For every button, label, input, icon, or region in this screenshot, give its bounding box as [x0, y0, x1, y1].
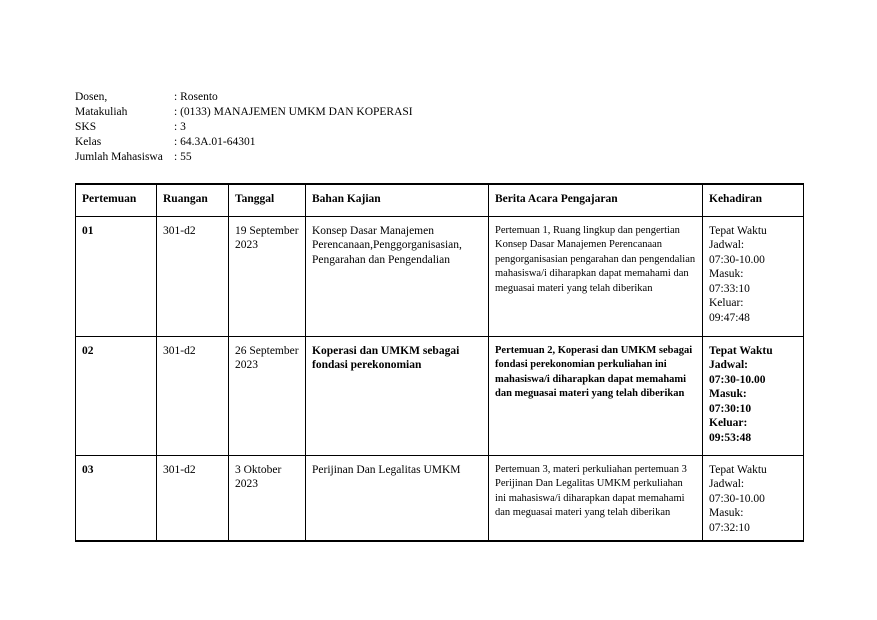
kehadiran-keluar-label: Keluar:	[709, 417, 748, 429]
kehadiran-jadwal-label: Jadwal:	[709, 239, 745, 251]
cell-pertemuan: 01	[76, 216, 157, 336]
table-row	[76, 336, 804, 455]
info-row-dosen	[75, 90, 413, 105]
kehadiran-masuk-label: Masuk:	[709, 388, 747, 400]
cell-kehadiran	[703, 455, 804, 541]
course-info	[75, 90, 413, 165]
cell-ruangan: 301-d2	[157, 216, 229, 336]
cell-berita-acara: Pertemuan 2, Koperasi dan UMKM sebagai fondasi perekonomian perkuliahan ini mahasiswa/i diharapkan dapat memahami dan meguasai materi yang telah diberikan	[489, 336, 703, 455]
cell-tanggal: 26 September 2023	[229, 336, 306, 455]
kehadiran-keluar-label: Keluar:	[709, 297, 744, 309]
header-tanggal: Tanggal	[229, 184, 306, 216]
info-value-sks: : 3	[174, 121, 186, 133]
info-label-sks: SKS	[75, 121, 97, 133]
kehadiran-keluar-value: 09:47:48	[709, 311, 750, 324]
info-label-matakuliah: Matakuliah	[75, 106, 128, 118]
cell-ruangan: 301-d2	[157, 455, 229, 541]
info-value-jumlah: : 55	[174, 151, 192, 163]
info-label-dosen: Dosen,	[75, 91, 108, 103]
kehadiran-jadwal-label: Jadwal:	[709, 359, 748, 371]
cell-berita-acara: Pertemuan 3, materi perkuliahan pertemuan 3 Perijinan Dan Legalitas UMKM perkuliahan ini mahasiswa/i diharapkan dapat memahami dan meguasai materi yang telah diberikan	[489, 455, 703, 541]
info-row-jumlah	[75, 150, 413, 165]
info-row-kelas	[75, 135, 413, 150]
cell-bahan-kajian: Konsep Dasar Manajemen Perencanaan,Penggorganisasian, Pengarahan dan Pengendalian	[306, 216, 489, 336]
info-row-matakuliah	[75, 105, 413, 120]
info-label-jumlah: Jumlah Mahasiswa	[75, 151, 163, 163]
cell-kehadiran	[703, 336, 804, 455]
cell-bahan-kajian: Perijinan Dan Legalitas UMKM	[306, 455, 489, 541]
kehadiran-jadwal-value: 07:30-10.00	[709, 373, 766, 386]
header-pertemuan: Pertemuan	[76, 184, 157, 216]
info-label-kelas: Kelas	[75, 136, 102, 148]
info-row-sks	[75, 120, 413, 135]
table-row	[76, 455, 804, 541]
table-row	[76, 216, 804, 336]
header-bahan-kajian: Bahan Kajian	[306, 184, 489, 216]
header-kehadiran: Kehadiran	[703, 184, 804, 216]
kehadiran-status: Tepat Waktu	[709, 344, 773, 357]
info-value-dosen: : Rosento	[174, 91, 218, 103]
header-berita-acara: Berita Acara Pengajaran	[489, 184, 703, 216]
kehadiran-jadwal-label: Jadwal:	[709, 478, 745, 490]
kehadiran-masuk-value: 07:30:10	[709, 402, 752, 415]
cell-bahan-kajian: Koperasi dan UMKM sebagai fondasi perekonomian	[306, 336, 489, 455]
info-value-matakuliah: : (0133) MANAJEMEN UMKM DAN KOPERASI	[174, 106, 413, 118]
table-header-row	[76, 184, 804, 216]
kehadiran-status: Tepat Waktu	[709, 224, 767, 237]
cell-ruangan: 301-d2	[157, 336, 229, 455]
kehadiran-jadwal-value: 07:30-10.00	[709, 253, 765, 266]
cell-tanggal: 19 September 2023	[229, 216, 306, 336]
kehadiran-keluar-value: 09:53:48	[709, 431, 752, 444]
kehadiran-masuk-value: 07:32:10	[709, 521, 750, 534]
kehadiran-status: Tepat Waktu	[709, 463, 767, 476]
cell-berita-acara: Pertemuan 1, Ruang lingkup dan pengertian Konsep Dasar Manajemen Perencanaan pengorganisasian pengarahan dan pengendalian mahasiswa/i diharapkan dapat memahami dan meguasai materi yang telah diberikan	[489, 216, 703, 336]
cell-tanggal: 3 Oktober 2023	[229, 455, 306, 541]
attendance-table	[75, 183, 804, 542]
header-ruangan: Ruangan	[157, 184, 229, 216]
kehadiran-masuk-label: Masuk:	[709, 268, 744, 280]
cell-pertemuan: 02	[76, 336, 157, 455]
kehadiran-jadwal-value: 07:30-10.00	[709, 492, 765, 505]
cell-pertemuan: 03	[76, 455, 157, 541]
kehadiran-masuk-label: Masuk:	[709, 507, 744, 519]
info-value-kelas: : 64.3A.01-64301	[174, 136, 256, 148]
kehadiran-masuk-value: 07:33:10	[709, 282, 750, 295]
cell-kehadiran	[703, 216, 804, 336]
